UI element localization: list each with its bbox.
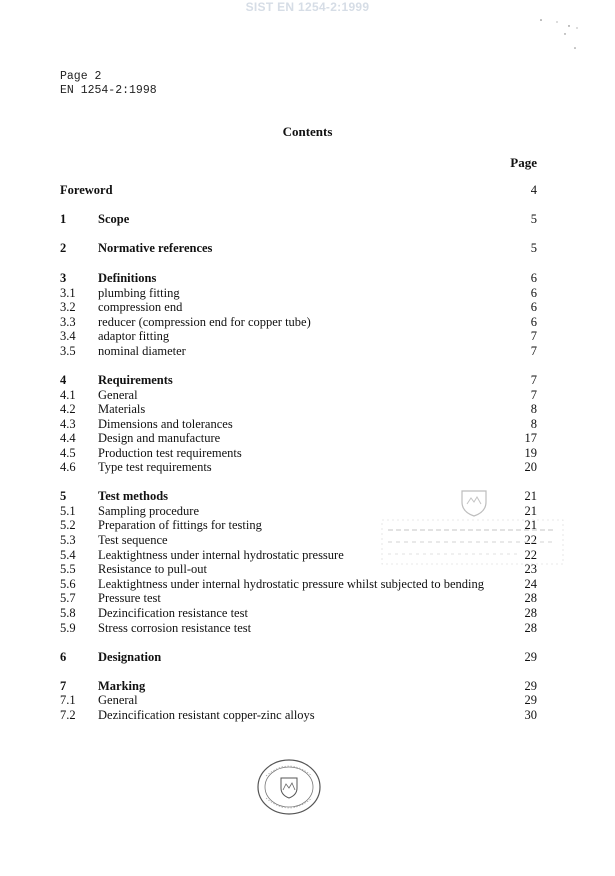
toc-entry-title: Design and manufacture <box>98 431 221 445</box>
toc-entry-page: 17 <box>524 431 537 445</box>
toc-entry-number: 3.4 <box>60 329 76 343</box>
toc-entry-number: 3.5 <box>60 344 76 358</box>
toc-entry-page: 7 <box>530 344 537 358</box>
toc-entry-number: 5.7 <box>60 591 76 605</box>
toc-entry-title: Dezincification resistance test <box>98 606 248 620</box>
standard-number: EN 1254-2:1998 <box>60 84 157 97</box>
toc-entry <box>60 286 537 301</box>
toc-entry-title: Sampling procedure <box>98 504 200 518</box>
toc-entry-page: 21 <box>524 504 537 518</box>
toc-entry-title: Stress corrosion resistance test <box>98 621 252 635</box>
toc-entry-title: Foreword <box>60 183 113 197</box>
toc-entry-page: 6 <box>530 300 537 314</box>
toc-entry-page: 6 <box>530 315 537 329</box>
toc-entry <box>60 679 537 694</box>
toc-entry-number: 5.5 <box>60 562 76 576</box>
toc-entry-title: Test sequence <box>98 533 168 547</box>
toc-entry-page: 7 <box>530 329 537 343</box>
scan-specks <box>537 14 597 54</box>
toc-entry-title: General <box>98 388 138 402</box>
toc-entry-number: 5.2 <box>60 518 76 532</box>
toc-entry-number: 3.2 <box>60 300 76 314</box>
toc-entry-number: 4.3 <box>60 417 76 431</box>
toc-entry-page: 19 <box>524 446 537 460</box>
toc-entry-title: Scope <box>98 212 130 226</box>
toc-entry <box>60 402 537 417</box>
toc-entry <box>60 650 537 665</box>
toc-entry-page: 21 <box>524 489 537 503</box>
toc-entry-title: Requirements <box>98 373 173 387</box>
toc-entry-page: 29 <box>524 650 537 664</box>
toc-entry <box>60 577 537 592</box>
toc-entry-title: Definitions <box>98 271 157 285</box>
toc-entry-number: 4.6 <box>60 460 76 474</box>
toc-entry-title: reducer (compression end for copper tube) <box>98 315 311 329</box>
toc-entry <box>60 460 537 475</box>
toc-entry <box>60 446 537 461</box>
toc-entry <box>60 315 537 330</box>
toc-entry-title: adaptor fitting <box>98 329 170 343</box>
toc-entry-title: Normative references <box>98 241 213 255</box>
toc-entry-title: Resistance to pull-out <box>98 562 208 576</box>
toc-entry-title: nominal diameter <box>98 344 186 358</box>
toc-entry-number: 6 <box>60 650 67 664</box>
toc-entry-page: 22 <box>524 548 537 562</box>
toc-entry-page: 28 <box>524 591 537 605</box>
toc-entry-page: 4 <box>530 183 537 197</box>
toc-entry-page: 23 <box>524 562 537 576</box>
toc-entry-number: 4.1 <box>60 388 76 402</box>
toc-entry <box>60 344 537 359</box>
toc-entry-number: 7.2 <box>60 708 76 722</box>
toc-entry-title: Leaktightness under internal hydrostatic pressure <box>98 548 344 562</box>
watermark: SIST EN 1254-2:1999 <box>245 0 370 14</box>
toc-entry <box>60 417 537 432</box>
toc-entry-number: 5.4 <box>60 548 76 562</box>
toc-entry-number: 7 <box>60 679 67 693</box>
toc-entry-number: 4.2 <box>60 402 76 416</box>
toc-entry-foreword <box>60 183 537 198</box>
toc-entry <box>60 300 537 315</box>
toc-entry-number: 3.3 <box>60 315 76 329</box>
toc-entry <box>60 606 537 621</box>
page-header <box>60 70 157 98</box>
toc-entry-page: 21 <box>524 518 537 532</box>
toc-entry <box>60 373 537 388</box>
toc-entry-title: Marking <box>98 679 146 693</box>
toc-entry <box>60 621 537 636</box>
toc-entry-title: Materials <box>98 402 146 416</box>
toc-entry-number: 3 <box>60 271 67 285</box>
page-column-label: Page <box>510 155 537 170</box>
toc-entry-page: 7 <box>530 373 537 387</box>
toc-entry <box>60 708 537 723</box>
crest-stamp-icon <box>458 488 490 518</box>
toc-entry-number: 4.4 <box>60 431 76 445</box>
toc-entry-page: 8 <box>530 417 537 431</box>
toc-entry <box>60 241 537 256</box>
toc-entry-page: 28 <box>524 621 537 635</box>
toc-entry-title: General <box>98 693 138 707</box>
toc-entry-title: Preparation of fittings for testing <box>98 518 262 532</box>
toc-entry-number: 5.9 <box>60 621 76 635</box>
toc-entry-page: 8 <box>530 402 537 416</box>
toc-entry-number: 2 <box>60 241 67 255</box>
toc-entry <box>60 431 537 446</box>
toc-entry-number: 4.5 <box>60 446 76 460</box>
toc-entry <box>60 591 537 606</box>
toc-entry-title: Test methods <box>98 489 169 503</box>
toc-entry-page: 22 <box>524 533 537 547</box>
toc-entry-title: compression end <box>98 300 183 314</box>
toc-entry-page: 28 <box>524 606 537 620</box>
toc-entry-page: 7 <box>530 388 537 402</box>
toc-entry-page: 29 <box>524 693 537 707</box>
toc-entry-number: 7.1 <box>60 693 76 707</box>
toc-entry <box>60 693 537 708</box>
toc-entry-title: plumbing fitting <box>98 286 180 300</box>
toc-entry-title: Designation <box>98 650 162 664</box>
toc-entry-number: 5.8 <box>60 606 76 620</box>
toc-entry-title: Type test requirements <box>98 460 212 474</box>
page-number: Page 2 <box>60 70 102 83</box>
toc-entry-number: 3.1 <box>60 286 76 300</box>
faint-stamp-icon <box>380 518 565 566</box>
toc-entry-number: 5.1 <box>60 504 76 518</box>
toc-entry-page: 29 <box>524 679 537 693</box>
contents-title: Contents <box>282 124 333 139</box>
toc-entry-page: 24 <box>524 577 537 591</box>
toc-entry-page: 5 <box>530 241 537 255</box>
toc-entry-title: Dimensions and tolerances <box>98 417 233 431</box>
toc-entry <box>60 388 537 403</box>
toc-entry-page: 5 <box>530 212 537 226</box>
toc-entry-number: 5 <box>60 489 67 503</box>
toc-entry-number: 5.6 <box>60 577 76 591</box>
toc-entry <box>60 329 537 344</box>
toc-entry-title: Production test requirements <box>98 446 242 460</box>
toc-entry <box>60 212 537 227</box>
toc-entry-page: 6 <box>530 286 537 300</box>
toc-entry-title: Pressure test <box>98 591 161 605</box>
toc-entry-page: 20 <box>524 460 537 474</box>
toc-entry-title: Dezincification resistant copper-zinc alloys <box>98 708 315 722</box>
toc-entry-number: 4 <box>60 373 67 387</box>
official-seal-icon <box>256 758 322 816</box>
toc-entry-number: 5.3 <box>60 533 76 547</box>
toc-entry-page: 6 <box>530 271 537 285</box>
toc-entry-title: Leaktightness under internal hydrostatic pressure whilst subjected to bending <box>98 577 485 591</box>
toc-entry <box>60 271 537 286</box>
toc-entry-page: 30 <box>524 708 537 722</box>
toc-entry-number: 1 <box>60 212 67 226</box>
